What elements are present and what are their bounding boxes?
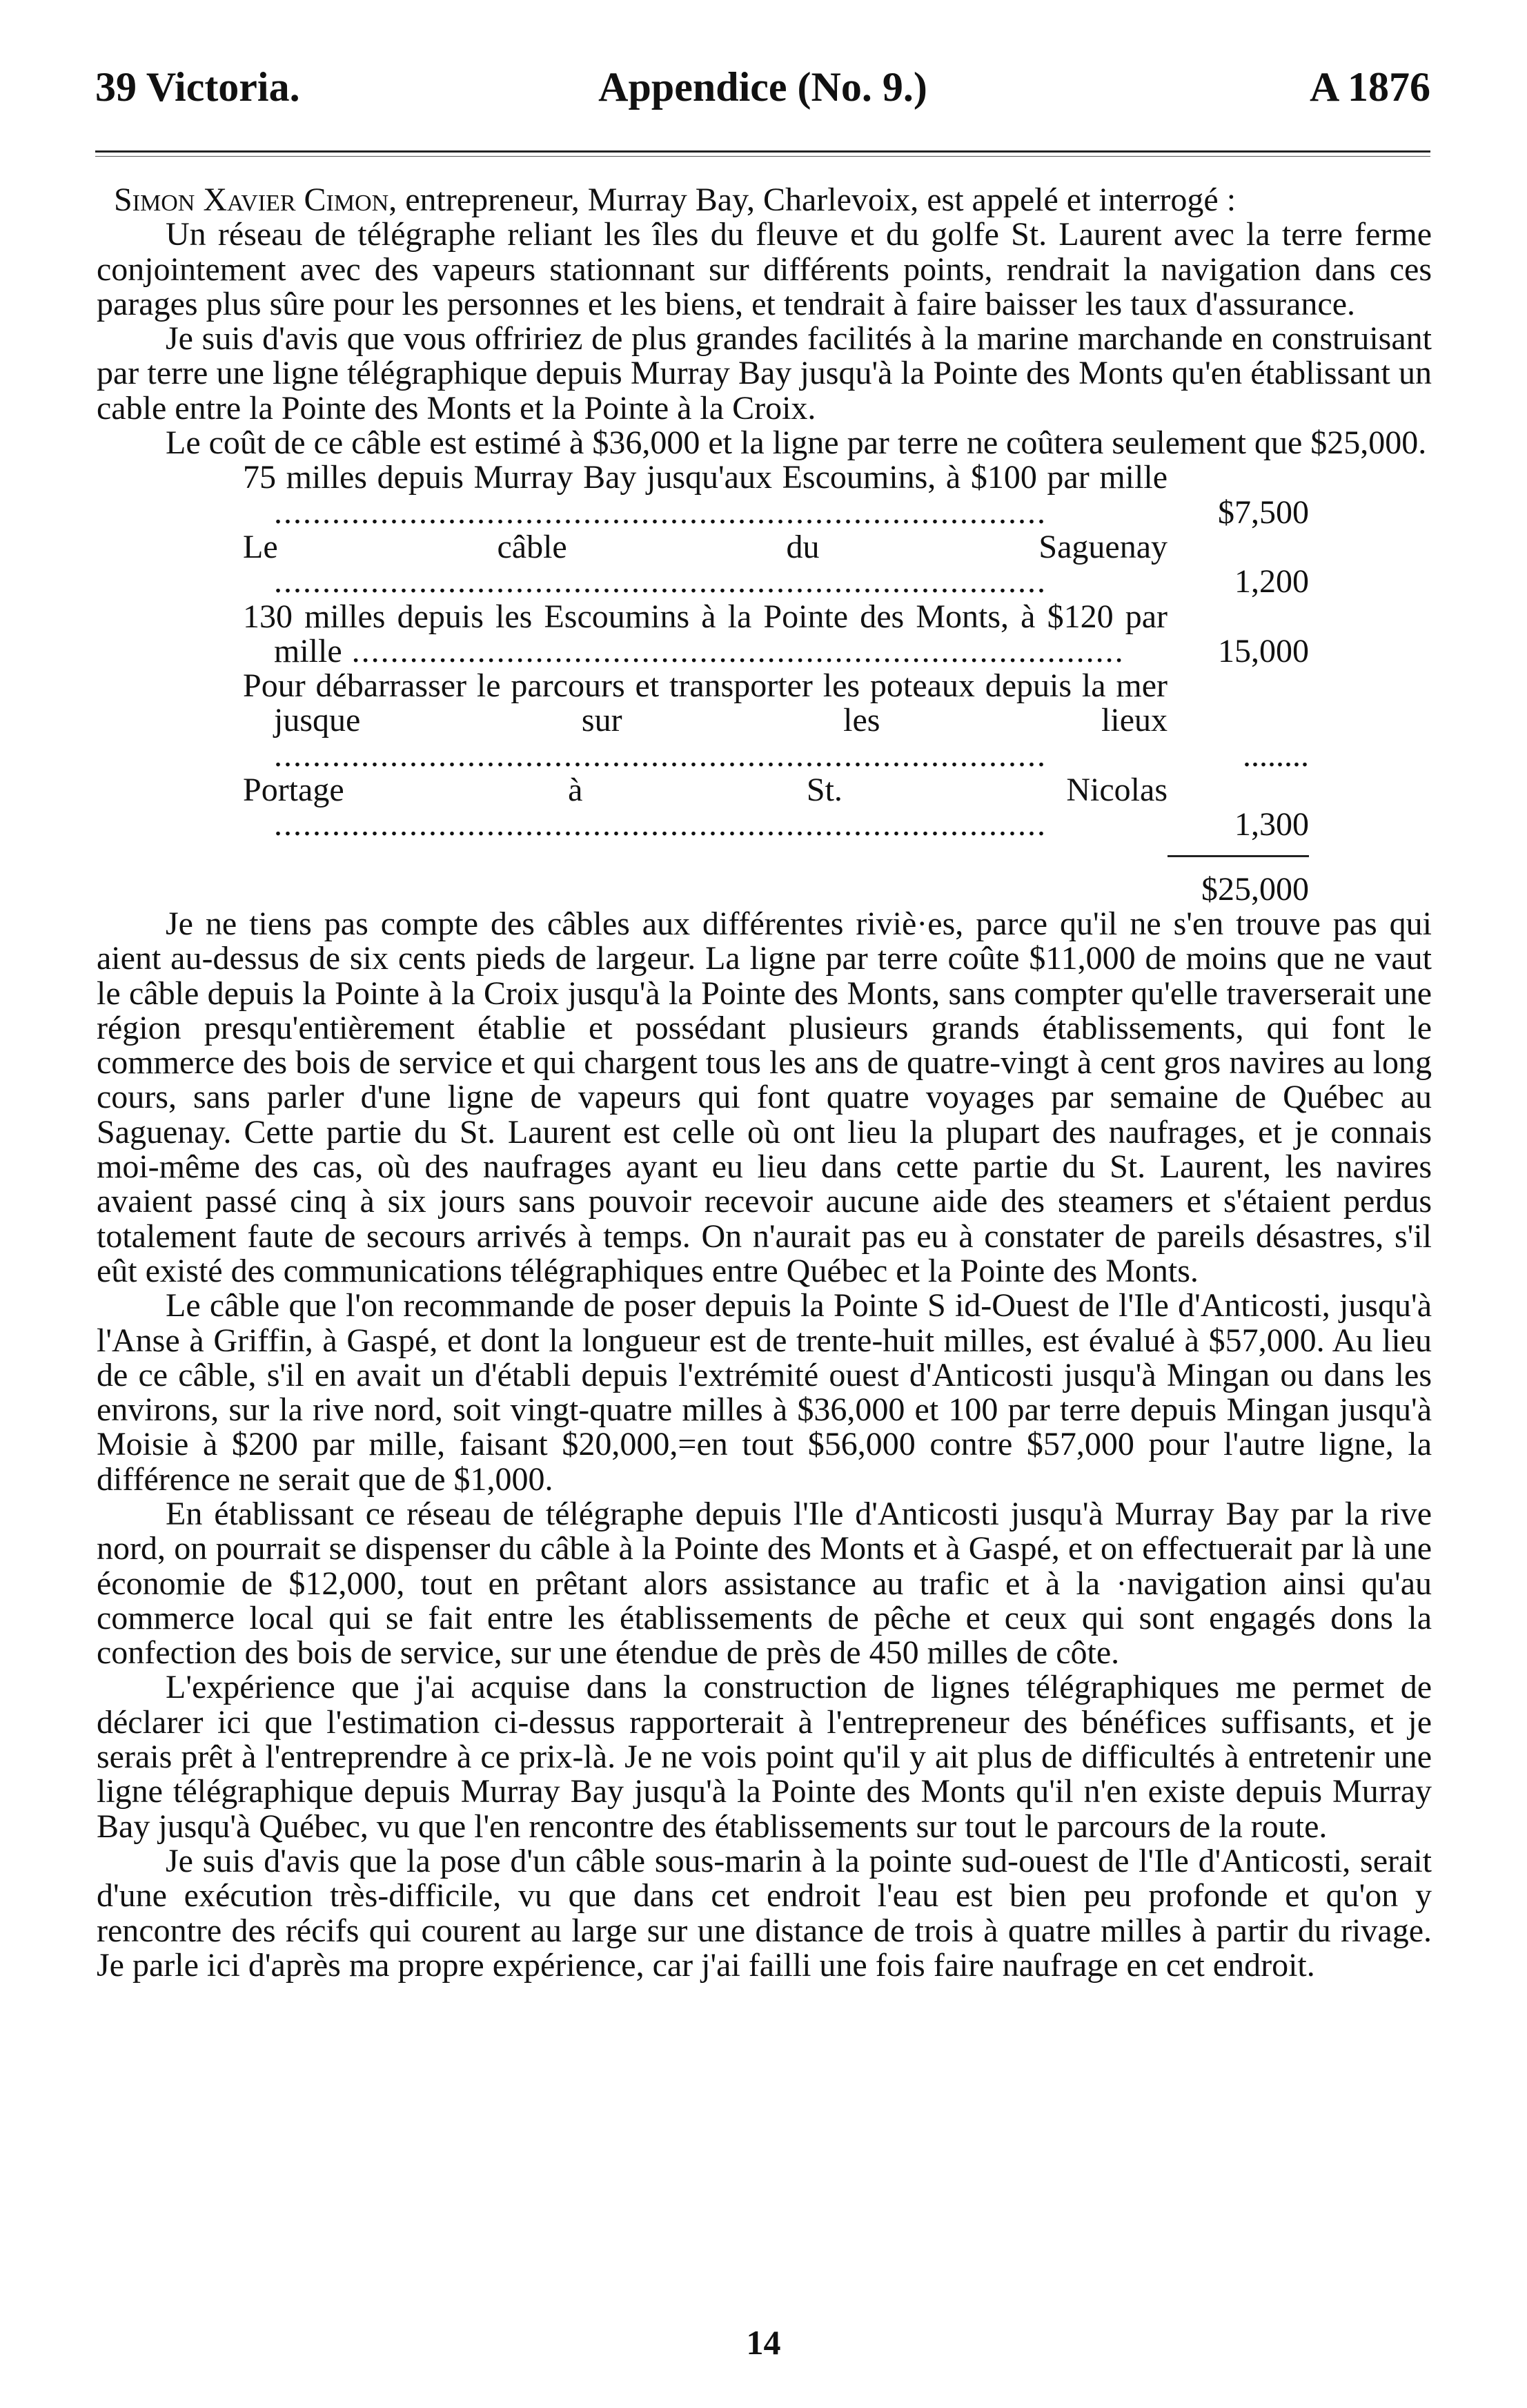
cost-amount: 15,000 <box>1218 632 1309 669</box>
cost-label: Le câble du Saguenay ..... <box>243 530 1168 600</box>
cost-label: Portage à St. Nicolas ..... <box>243 773 1168 843</box>
paragraph: Le câble que l'on recommande de poser depuis la Pointe S id-Ouest de l'Ile d'Anticosti, jusqu'à l'Anse à Griffin, à Gaspé, et dont la longueur est de trente-huit milles, est évalué à $57,000. Au lieu de ce câble, s'il en avait un d'établi depuis l'extrémité ouest d'Anticosti jusqu'à Mingan ou dans les environs, sur la rive nord, soit vingt-quatre milles à $36,000 et 100 par terre depuis Mingan jusqu'à Moisie à $200 par mille, faisant $20,000,=en tout $56,000 contre $57,000 pour l'autre ligne, la différence ne serait que de $1,000. <box>97 1287 1432 1498</box>
paragraph: Le coût de ce câble est estimé à $36,000 et la ligne par terre ne coûtera seulement que $25,000. <box>166 424 1427 462</box>
paragraph: L'expérience que j'ai acquise dans la construction de lignes télégraphiques me permet de déclarer ici que l'estimation ci-dessus rapporterait à l'entrepreneur des bénéfices suffisants, et je serais prêt à l'entreprendre à ce prix-là. Je ne vois point qu'il y ait plus de difficultés à entretenir une ligne télégraphique depuis Murray Bay jusqu'à la Pointe des Monts qu'il n'en existe depuis Murray Bay jusqu'à Québec, vu que l'en rencontre des établissements sur tout le parcours de la route. <box>97 1669 1432 1845</box>
cost-amount: 1,200 <box>1234 563 1309 600</box>
document-body <box>97 183 1432 1983</box>
header-year: A 1876 <box>1309 64 1430 110</box>
cost-label: 75 milles depuis Murray Bay jusqu'aux Escoumins, à $100 par mille ..... <box>243 460 1168 530</box>
cost-amount: 1,300 <box>1234 806 1309 843</box>
header-appendix: Appendice (No. 9.) <box>598 64 927 110</box>
cost-total: $25,000 <box>1201 870 1309 908</box>
cost-amount: $7,500 <box>1218 493 1309 531</box>
total-row <box>243 843 1309 907</box>
header-session: 39 Victoria. <box>95 64 300 110</box>
cost-row <box>243 773 1309 843</box>
header-rule <box>95 150 1430 153</box>
paragraph: Je ne tiens pas compte des câbles aux différentes riviè·es, parce qu'il ne s'en trouve pas qui aient au-dessus de six cents pieds de largeur. La ligne par terre coûte $11,000 de moins que ne vaut le câble depuis la Pointe à la Croix jusqu'à la Pointe des Monts, sans compter qu'elle traverserait une région presqu'entièrement établie et possédant plusieurs grands établissements, qui font le commerce des bois de service et qui chargent tous les ans de quatre-vingt à cent gros navires au long cours, sans parler d'une ligne de vapeurs qui font quatre voyages par semaine de Québec au Saguenay. Cette partie du St. Laurent est celle où ont lieu la plupart des naufrages, et je connais moi-même des cas, où des naufrages ayant eu lieu dans cette partie du St. Laurent, les navires avaient passé cinq à six jours sans pouvoir recevoir aucune aide des steamers et s'étaient perdus totalement faute de secours arrivés à temps. On n'aurait pas eu à constater de pareils désastres, s'il eût existé des communications télégraphiques entre Québec et la Pointe des Monts. <box>97 905 1432 1289</box>
paragraph: Je suis d'avis que la pose d'un câble sous-marin à la pointe sud-ouest de l'Ile d'Anticosti, serait d'une exécution très-difficile, vu que dans cet endroit l'eau est bien peu profonde et qu'on y rencontre des récifs qui courent au large sur une distance de trois à quatre milles à partir du rivage. Je parle ici d'après ma propre expérience, car j'ai failli une fois faire naufrage en cet endroit. <box>97 1842 1432 1984</box>
cost-row <box>243 669 1309 773</box>
page-number: 14 <box>746 2323 781 2362</box>
header-rule-thin <box>95 156 1430 157</box>
cost-label: 130 milles depuis les Escoumins à la Pointe des Monts, à $120 par mille ..... <box>243 600 1168 669</box>
cost-label: Pour débarrasser le parcours et transporter les poteaux depuis la mer jusque sur les lieux ..... <box>243 669 1168 773</box>
witness-intro-text: , entrepreneur, Murray Bay, Charlevoix, est appelé et interrogé : <box>388 182 1237 218</box>
total-cell <box>1168 843 1309 907</box>
cost-table <box>243 460 1309 907</box>
cost-amount: ........ <box>1243 736 1309 774</box>
cost-row <box>243 530 1309 600</box>
witness-name: Simon Xavier Cimon <box>114 182 389 218</box>
cost-row <box>243 460 1309 530</box>
cost-row <box>243 600 1309 669</box>
paragraph: En établissant ce réseau de télégraphe depuis l'Ile d'Anticosti jusqu'à Murray Bay par la rive nord, on pourrait se dispenser du câble à la Pointe des Monts et à Gaspé, et on effectuerait par là une économie de $12,000, tout en prêtant alors assistance au trafic et à la ·navigation ainsi qu'au commerce local qui se fait entre les établissements de pêche et ceux qui sont engagés dons la confection des bois de service, sur une étendue de près de 450 milles de côte. <box>97 1495 1432 1672</box>
paragraph: Un réseau de télégraphe reliant les îles du fleuve et du golfe St. Laurent avec la terre ferme conjointement avec des vapeurs stationnant sur différents points, rendrait la navigation dans ces parages plus sûre pour les personnes et les biens, et tendrait à faire baisser les taux d'assurance. <box>97 216 1432 322</box>
paragraph: Je suis d'avis que vous offririez de plus grandes facilités à la marine marchande en construisant par terre une ligne télégraphique depuis Murray Bay jusqu'à la Pointe des Monts qu'en établissant un cable entre la Pointe des Monts et la Pointe à la Croix. <box>97 320 1432 427</box>
witness-intro <box>97 183 1432 217</box>
page-header <box>95 63 1430 126</box>
